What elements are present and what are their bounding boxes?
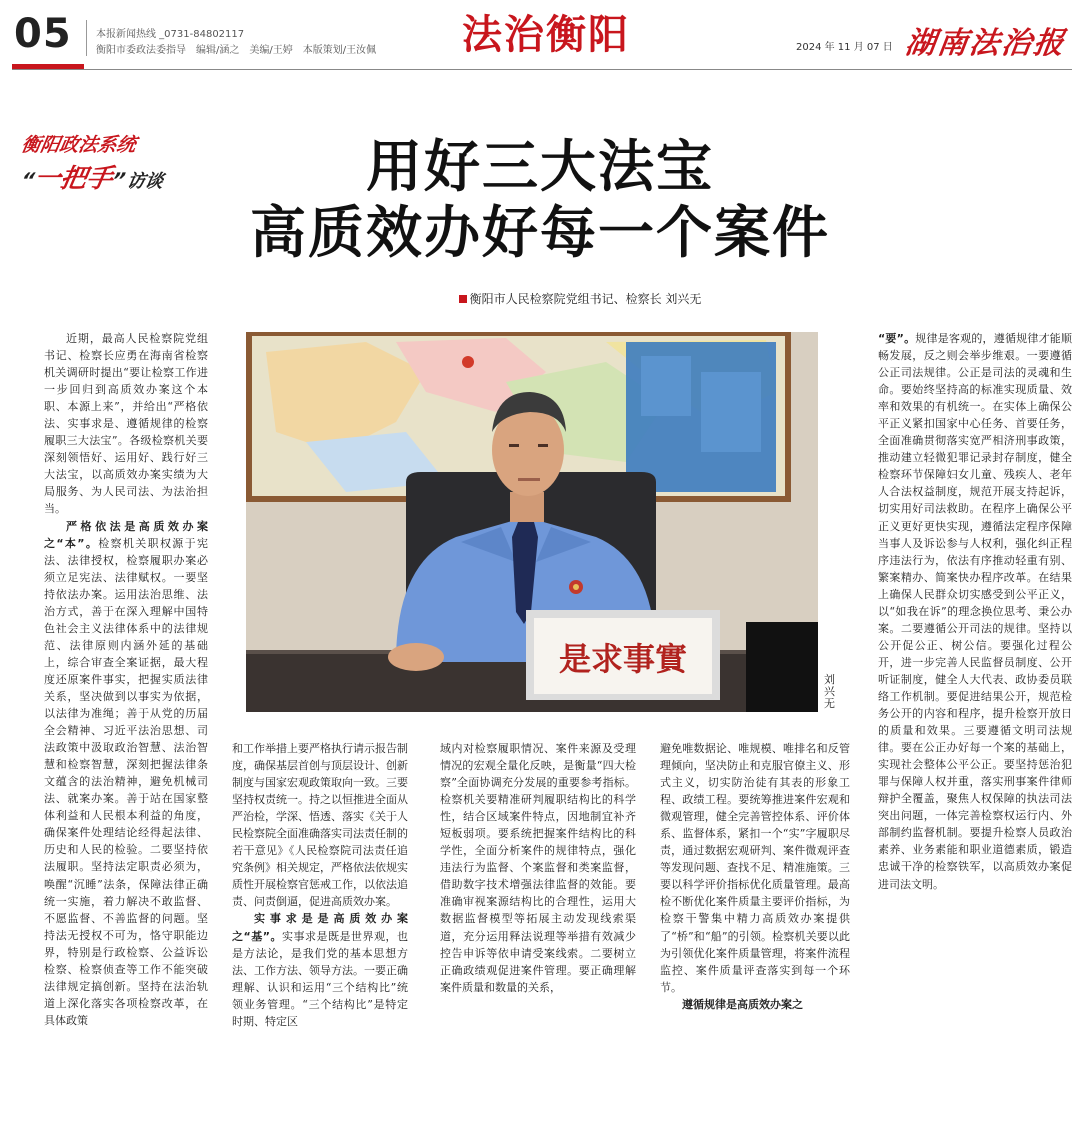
section-lead: 实事求是是高质效办案之“基”。 [232,912,408,943]
headline-line-1: 用好三大法宝 [366,135,714,200]
article-paragraph [232,740,408,910]
masthead-divider [86,20,87,56]
article-column-4 [660,740,850,1114]
article-column-3 [440,740,636,1114]
photo-caption: 刘兴无 [824,673,835,710]
editorial-credits: 衡阳市委政法委指导 编辑/涵之 美编/王婷 本版策划/王汝佩 [96,45,377,56]
page-number: 05 [14,11,72,57]
byline [380,290,780,307]
plaque-text: 是求事實 [558,640,688,678]
section-lead: “要”。 [878,332,916,345]
headline-line-2: 高质效办好每一个案件 [250,201,830,266]
section-title: 法治衡阳 [462,11,630,58]
section-lead: 遵循规律是高质效办案之 [682,997,803,1011]
paragraph-text: 域内对检察履职情况、案件来源及受理情况的宏观全量化反映，是衡量“四大检察”全面协调充分发展的重要参考指标。检察机关要精准研判履职结构比的科学性，结合区域案件特点，因地制宜补齐短板弱项。要系统把握案件结构比的科学性，全面分析案件的规律特点，强化违法行为监督、个案监督和类案监督，借助数字技术增强法律监督的效能。要准确审视案源结构比的合理性，运用大数据监督模型等拓展主动发现线索渠道，充分运用释法说理等举措有效减少控告申诉等依申请受案线索。二要树立正确政绩观促进案件管理。要正确理解案件质量和数量的关系， [440,742,636,994]
paragraph-text: 实事求是既是世界观，也是方法论，是我们党的基本思想方法、工作方法、领导方法。一要正确理解、认识和运用“三个结构比”统领业务管理。“三个结构比”是特定时期、特定区 [232,929,408,1028]
issue-date: 2024 年 11 月 07 日 [796,42,893,53]
newspaper-logo: 湖南法治报 [903,26,1068,61]
article-paragraph [660,740,850,996]
paragraph-text: 规律是客观的，遵循规律才能顺畅发展，反之则会举步维艰。一要遵循公正司法规律。公正是司法的灵魂和生命。要始终坚持高的标准实现质量、效率和效果的有机统一。在实体上确保公平正义紧扣国家中心任务、首要任务，全面准确贯彻落实宽严相济刑事政策，推动建立轻微犯罪记录封存制度，健全检察环节保障妇女儿童、残疾人、老年人合法权益制度，规范开展支持起诉，切实用好司法救助。在程序上确保公平正义更好更快实现，遵循法定程序保障当事人及诉讼参与人权利，强化纠正程序违法行为，依法有序推动轻重有别、繁案精办、简案快办程序改革。在结果上确保人民群众切实感受到公平正义，以“如我在诉”的理念换位思考、秉公办案。二要遵循公开司法的规律。坚持以公开促公正、树公信。要强化过程公开，进一步完善人民监督员制度、公开听证制度，健全人大代表、政协委员联络工作机制。要促进结果公开，规范检务公开的内容和程序，提升检察开放日的质量和效果。三要遵循文明司法规律。要在公正办好每一个案的基础上，实现社会整体公平公正。要坚持惩治犯罪与保障人权并重，落实刑事案件律师辩护全覆盖，聚焦人权保障的执法司法突出问题，一体完善检察权运行内、外部制约监督机制。要提升检察人员政治素养、业务素能和职业道德素质，锻造忠诚干净的检察铁军，以高质效办案促进司法文明。 [878,332,1072,891]
portrait-illustration [246,332,818,712]
article-paragraph [232,910,408,1029]
column-tag-emphasis: 一把手 [31,164,116,194]
column-tag-title [19,158,167,195]
article-paragraph [878,330,1072,893]
portrait-photo [246,332,818,712]
article-paragraph [44,518,208,1029]
byline-text: 衡阳市人民检察院党组书记、检察长 刘兴无 [469,292,702,306]
article-paragraph [440,740,636,996]
article-column-1 [44,330,208,1116]
byline-marker [459,295,467,303]
quote-open: “ [19,168,37,192]
news-hotline: 本报新闻热线 _0731-84802117 [96,29,245,40]
paragraph-text: 检察机关职权源于宪法、法律授权，检察履职办案必须立足宪法、法律赋权。一要坚持依法办案。运用法治思维、法治方式，善于在深入理解中国特色社会主义法律体系中的法律规范、法律原则内涵外延的基础上，综合审查全案证据，最大程度还原案件事实，把握实质法律关系，坚决做到以事实为依据，以法律为准绳；善于从党的历届全会精神、习近平法治思想、司法政策中汲取政治智慧、法治智慧和检察智慧，深刻把握法律条文蕴含的法治精神，避免机械司法、就案办案。善于站在国家整体利益和人民根本利益的角度，确保案件处理结论经得起法律、历史和人民的检验。二要坚持依法履职。坚持法定职责必须为，唤醒“沉睡”法条，保障法律正确统一实施，着力解决不敢监督、不愿监督、不善监督的问题。坚持法无授权不可为，恪守职能边界，特别是行政检察、公益诉讼检察、检察侦查等工作不能突破法律规定搞创新。坚持在法治轨道上深化落实各项检察改革，在具体政策 [44,536,208,1027]
paragraph-text: 和工作举措上要严格执行请示报告制度，确保基层首创与顶层设计、创新制度与国家宏观政策取向一致。三要坚持权责统一。持之以恒推进全面从严治检，学深、悟透、落实《关于人民检察院全面准确落实司法责任制的若干意见》《人民检察院司法责任追究条例》相关规定，严格依法依规实质性开展检察官惩戒工作，以依法追责、问责倒逼，促进高质效办案。 [232,742,408,909]
section-lead: 严格依法是高质效办案之“本”。 [44,519,208,550]
paragraph-text: 近期，最高人民检察院党组书记、检察长应勇在海南省检察机关调研时提出“要让检察工作进一步回归到高质效办案这个本职、本源上来”，并给出“严格依法、实事求是、遵循规律的检察履职三大法宝”。各级检察机关要深刻领悟好、运用好、践行好三大法宝，以高质效办案实绩为大局服务、为人民司法、为法治担当。 [44,332,208,516]
quote-close: ” [110,168,128,192]
article-paragraph [660,996,850,1013]
paragraph-text: 避免唯数据论、唯规模、唯排名和反管理倾向，坚决防止和克服官僚主义、形式主义，切实防治徒有其表的形象工程、政绩工程。要统筹推进案件宏观和微观管理，健全完善管控体系、评价体系、监督体系，紧扣一个“实”字履职尽责，通过数据宏观研判、案件微观评查等发现问题、查找不足、精准施策。三要以科学评价指标优化质量管理。最高检不断优化案件质量主要评价指标，为检察干警集中精力高质效办案提供了“桥”和“船”的引领。检察机关要以此为引领优化案件质量管理，将案件流程监控、案件质量评查落实到每一个环节。 [660,742,850,994]
column-tag-suffix: 访谈 [125,171,165,192]
column-tag-series: 衡阳政法系统 [19,134,138,156]
article-column-2 [232,740,408,1114]
article-column-5 [878,330,1072,1116]
masthead-rule [12,69,1072,70]
article-paragraph [44,330,208,518]
